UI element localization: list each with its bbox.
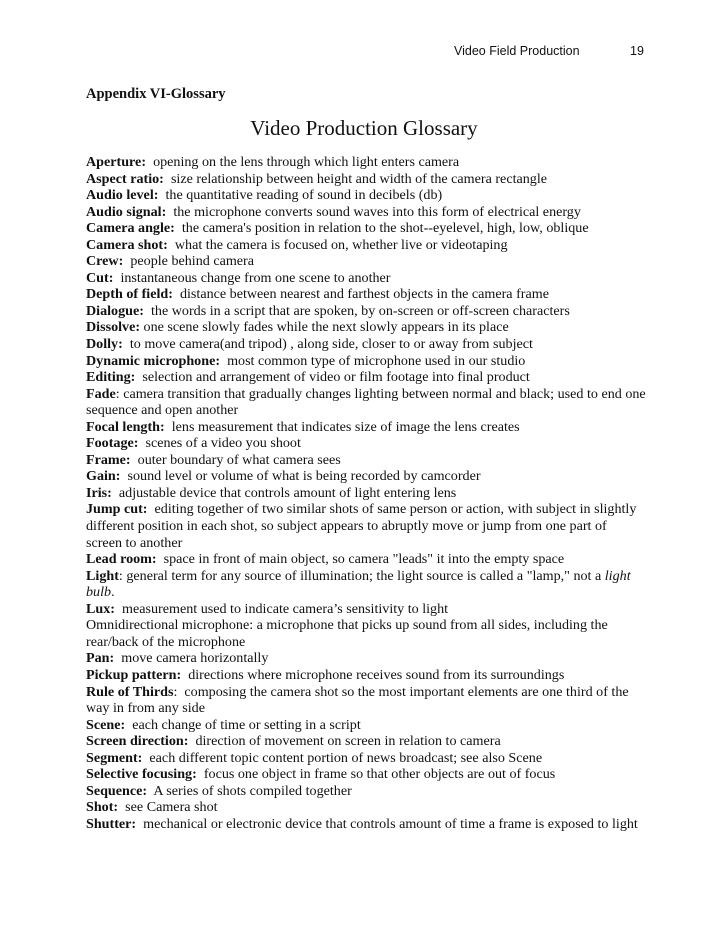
- glossary-term: Screen direction:: [86, 733, 189, 750]
- glossary-term: Lux:: [86, 600, 115, 617]
- glossary-entry: [86, 237, 646, 254]
- glossary-definition: outer boundary of what camera sees: [130, 451, 341, 468]
- glossary-entry: [86, 171, 646, 188]
- glossary-entry: [86, 204, 646, 221]
- glossary-term: Aspect ratio:: [86, 170, 164, 187]
- glossary-term: Footage:: [86, 435, 139, 452]
- glossary-term: Camera angle:: [86, 220, 175, 237]
- glossary-term: Pan:: [86, 650, 115, 667]
- glossary-term: Shot:: [86, 799, 119, 816]
- glossary-entry: [86, 667, 646, 684]
- glossary-entry: [86, 187, 646, 204]
- glossary-term: Focal length:: [86, 418, 165, 435]
- glossary-definition: : general term for any source of illumination; the light source is called a "lamp," not a: [118, 567, 605, 584]
- glossary-term: Omnidirectional microphone:: [86, 617, 254, 634]
- glossary-definition: each change of time or setting in a script: [125, 716, 361, 733]
- glossary-term: Fade: [86, 385, 116, 402]
- glossary-entry: [86, 286, 646, 303]
- glossary-emphasis: light bulb: [86, 567, 631, 601]
- glossary-term: Scene:: [86, 716, 126, 733]
- glossary-term: Selective focusing:: [86, 766, 197, 783]
- glossary-term: Depth of field:: [86, 286, 173, 303]
- running-title: Video Field Production: [454, 44, 580, 58]
- glossary-entry: [86, 419, 646, 436]
- glossary-term: Jump cut:: [86, 501, 148, 518]
- page-header: [0, 40, 728, 60]
- glossary-term: Dolly:: [86, 336, 123, 353]
- glossary-term: Gain:: [86, 468, 121, 485]
- glossary-definition: distance between nearest and farthest objects in the camera frame: [172, 286, 549, 303]
- glossary-definition: selection and arrangement of video or film footage into final product: [135, 369, 530, 386]
- glossary-entry: [86, 650, 646, 667]
- glossary-definition: most common type of microphone used in our studio: [220, 352, 526, 369]
- glossary-term: Dynamic microphone:: [86, 352, 221, 369]
- glossary-definition: editing together of two similar shots of same person or action, with subject in slightly different position in each shot, so subject appears to abruptly move or jump from one part of screen to another: [86, 501, 640, 551]
- glossary-definition: direction of movement on screen in relation to camera: [188, 733, 501, 750]
- glossary-definition: size relationship between height and width of the camera rectangle: [163, 170, 548, 187]
- glossary-definition: to move camera(and tripod) , along side, closer to or away from subject: [122, 336, 533, 353]
- glossary-entry: [86, 154, 646, 171]
- glossary-entry: [86, 733, 646, 750]
- glossary-definition: see Camera shot: [118, 799, 218, 816]
- glossary-term: Dialogue:: [86, 302, 144, 319]
- glossary-term: Rule of Thirds: [86, 683, 174, 700]
- glossary-entry: [86, 270, 646, 287]
- glossary-entry: [86, 684, 646, 717]
- glossary-definition: mechanical or electronic device that controls amount of time a frame is exposed to light: [136, 815, 638, 832]
- glossary-term: Audio level:: [86, 187, 159, 204]
- glossary-definition: the microphone converts sound waves into this form of electrical energy: [166, 203, 581, 220]
- glossary-term: Editing:: [86, 369, 136, 386]
- glossary-definition: people behind camera: [123, 253, 255, 270]
- glossary-entry: [86, 435, 646, 452]
- glossary-entry: [86, 750, 646, 767]
- glossary-entry: [86, 717, 646, 734]
- glossary-definition: instantaneous change from one scene to another: [113, 269, 391, 286]
- glossary-entry: [86, 336, 646, 353]
- glossary-entry: [86, 369, 646, 386]
- glossary-entry: [86, 253, 646, 270]
- glossary-entry: [86, 601, 646, 618]
- glossary-term: Sequence:: [86, 782, 148, 799]
- glossary-definition: A series of shots compiled together: [147, 782, 352, 799]
- glossary-list: [86, 154, 650, 832]
- glossary-definition: move camera horizontally: [114, 650, 269, 667]
- glossary-entry: [86, 303, 646, 320]
- glossary-definition: scenes of a video you shoot: [138, 435, 301, 452]
- glossary-definition: focus one object in frame so that other objects are out of focus: [196, 766, 556, 783]
- glossary-definition: each different topic content portion of news broadcast; see also Scene: [142, 749, 543, 766]
- glossary-definition: what the camera is focused on, whether live or videotaping: [167, 236, 508, 253]
- glossary-definition: opening on the lens through which light enters camera: [146, 154, 460, 170]
- glossary-term: Dissolve:: [86, 319, 141, 336]
- glossary-term: Cut:: [86, 269, 114, 286]
- glossary-term: Pickup pattern:: [86, 666, 182, 683]
- glossary-entry: [86, 319, 646, 336]
- glossary-term: Camera shot:: [86, 236, 168, 253]
- glossary-entry: [86, 783, 646, 800]
- appendix-label: Appendix VI-Glossary: [86, 86, 226, 102]
- glossary-entry: [86, 452, 646, 469]
- glossary-definition: adjustable device that controls amount of light entering lens: [111, 484, 457, 501]
- glossary-entry: [86, 799, 646, 816]
- glossary-definition: measurement used to indicate camera’s sensitivity to light: [114, 600, 449, 617]
- glossary-entry: [86, 353, 646, 370]
- glossary-definition: a microphone that picks up sound from all sides, including the rear/back of the microphone: [86, 617, 612, 650]
- glossary-term: Frame:: [86, 451, 131, 468]
- glossary-term: Aperture:: [86, 154, 147, 170]
- glossary-entry: [86, 617, 646, 650]
- glossary-term: Crew:: [86, 253, 124, 270]
- glossary-definition: one scene slowly fades while the next slowly appears in its place: [140, 319, 509, 336]
- glossary-trailing: .: [111, 584, 115, 601]
- glossary-definition: the camera's position in relation to the shot--eyelevel, high, low, oblique: [174, 220, 589, 237]
- glossary-entry: [86, 485, 646, 502]
- glossary-definition: directions where microphone receives sound from its surroundings: [181, 666, 565, 683]
- glossary-entry: [86, 385, 650, 419]
- glossary-definition: lens measurement that indicates size of image the lens creates: [164, 418, 520, 435]
- glossary-term: Audio signal:: [86, 203, 167, 220]
- glossary-entry: [86, 551, 646, 568]
- glossary-entry: [86, 501, 646, 551]
- page-number: 19: [630, 44, 644, 58]
- glossary-definition: : camera transition that gradually changes lighting between normal and black; used to end one sequence and open another: [86, 385, 650, 419]
- glossary-definition: sound level or volume of what is being recorded by camcorder: [120, 468, 481, 485]
- glossary-entry: [86, 766, 646, 783]
- glossary-entry: [86, 568, 646, 601]
- glossary-entry: [86, 468, 646, 485]
- glossary-definition: space in front of main object, so camera "leads" it into the empty space: [156, 551, 565, 568]
- glossary-term: Light: [86, 567, 119, 584]
- glossary-definition: : composing the camera shot so the most important elements are one third of the way in from any side: [86, 683, 633, 717]
- glossary-entry: [86, 816, 646, 833]
- glossary-entry: [86, 220, 646, 237]
- glossary-term: Segment:: [86, 749, 143, 766]
- glossary-term: Lead room:: [86, 551, 157, 568]
- glossary-definition: the words in a script that are spoken, by on-screen or off-screen characters: [143, 302, 570, 319]
- glossary-definition: the quantitative reading of sound in decibels (db): [158, 187, 443, 204]
- page-title: Video Production Glossary: [250, 116, 478, 140]
- glossary-term: Shutter:: [86, 815, 137, 832]
- glossary-term: Iris:: [86, 484, 112, 501]
